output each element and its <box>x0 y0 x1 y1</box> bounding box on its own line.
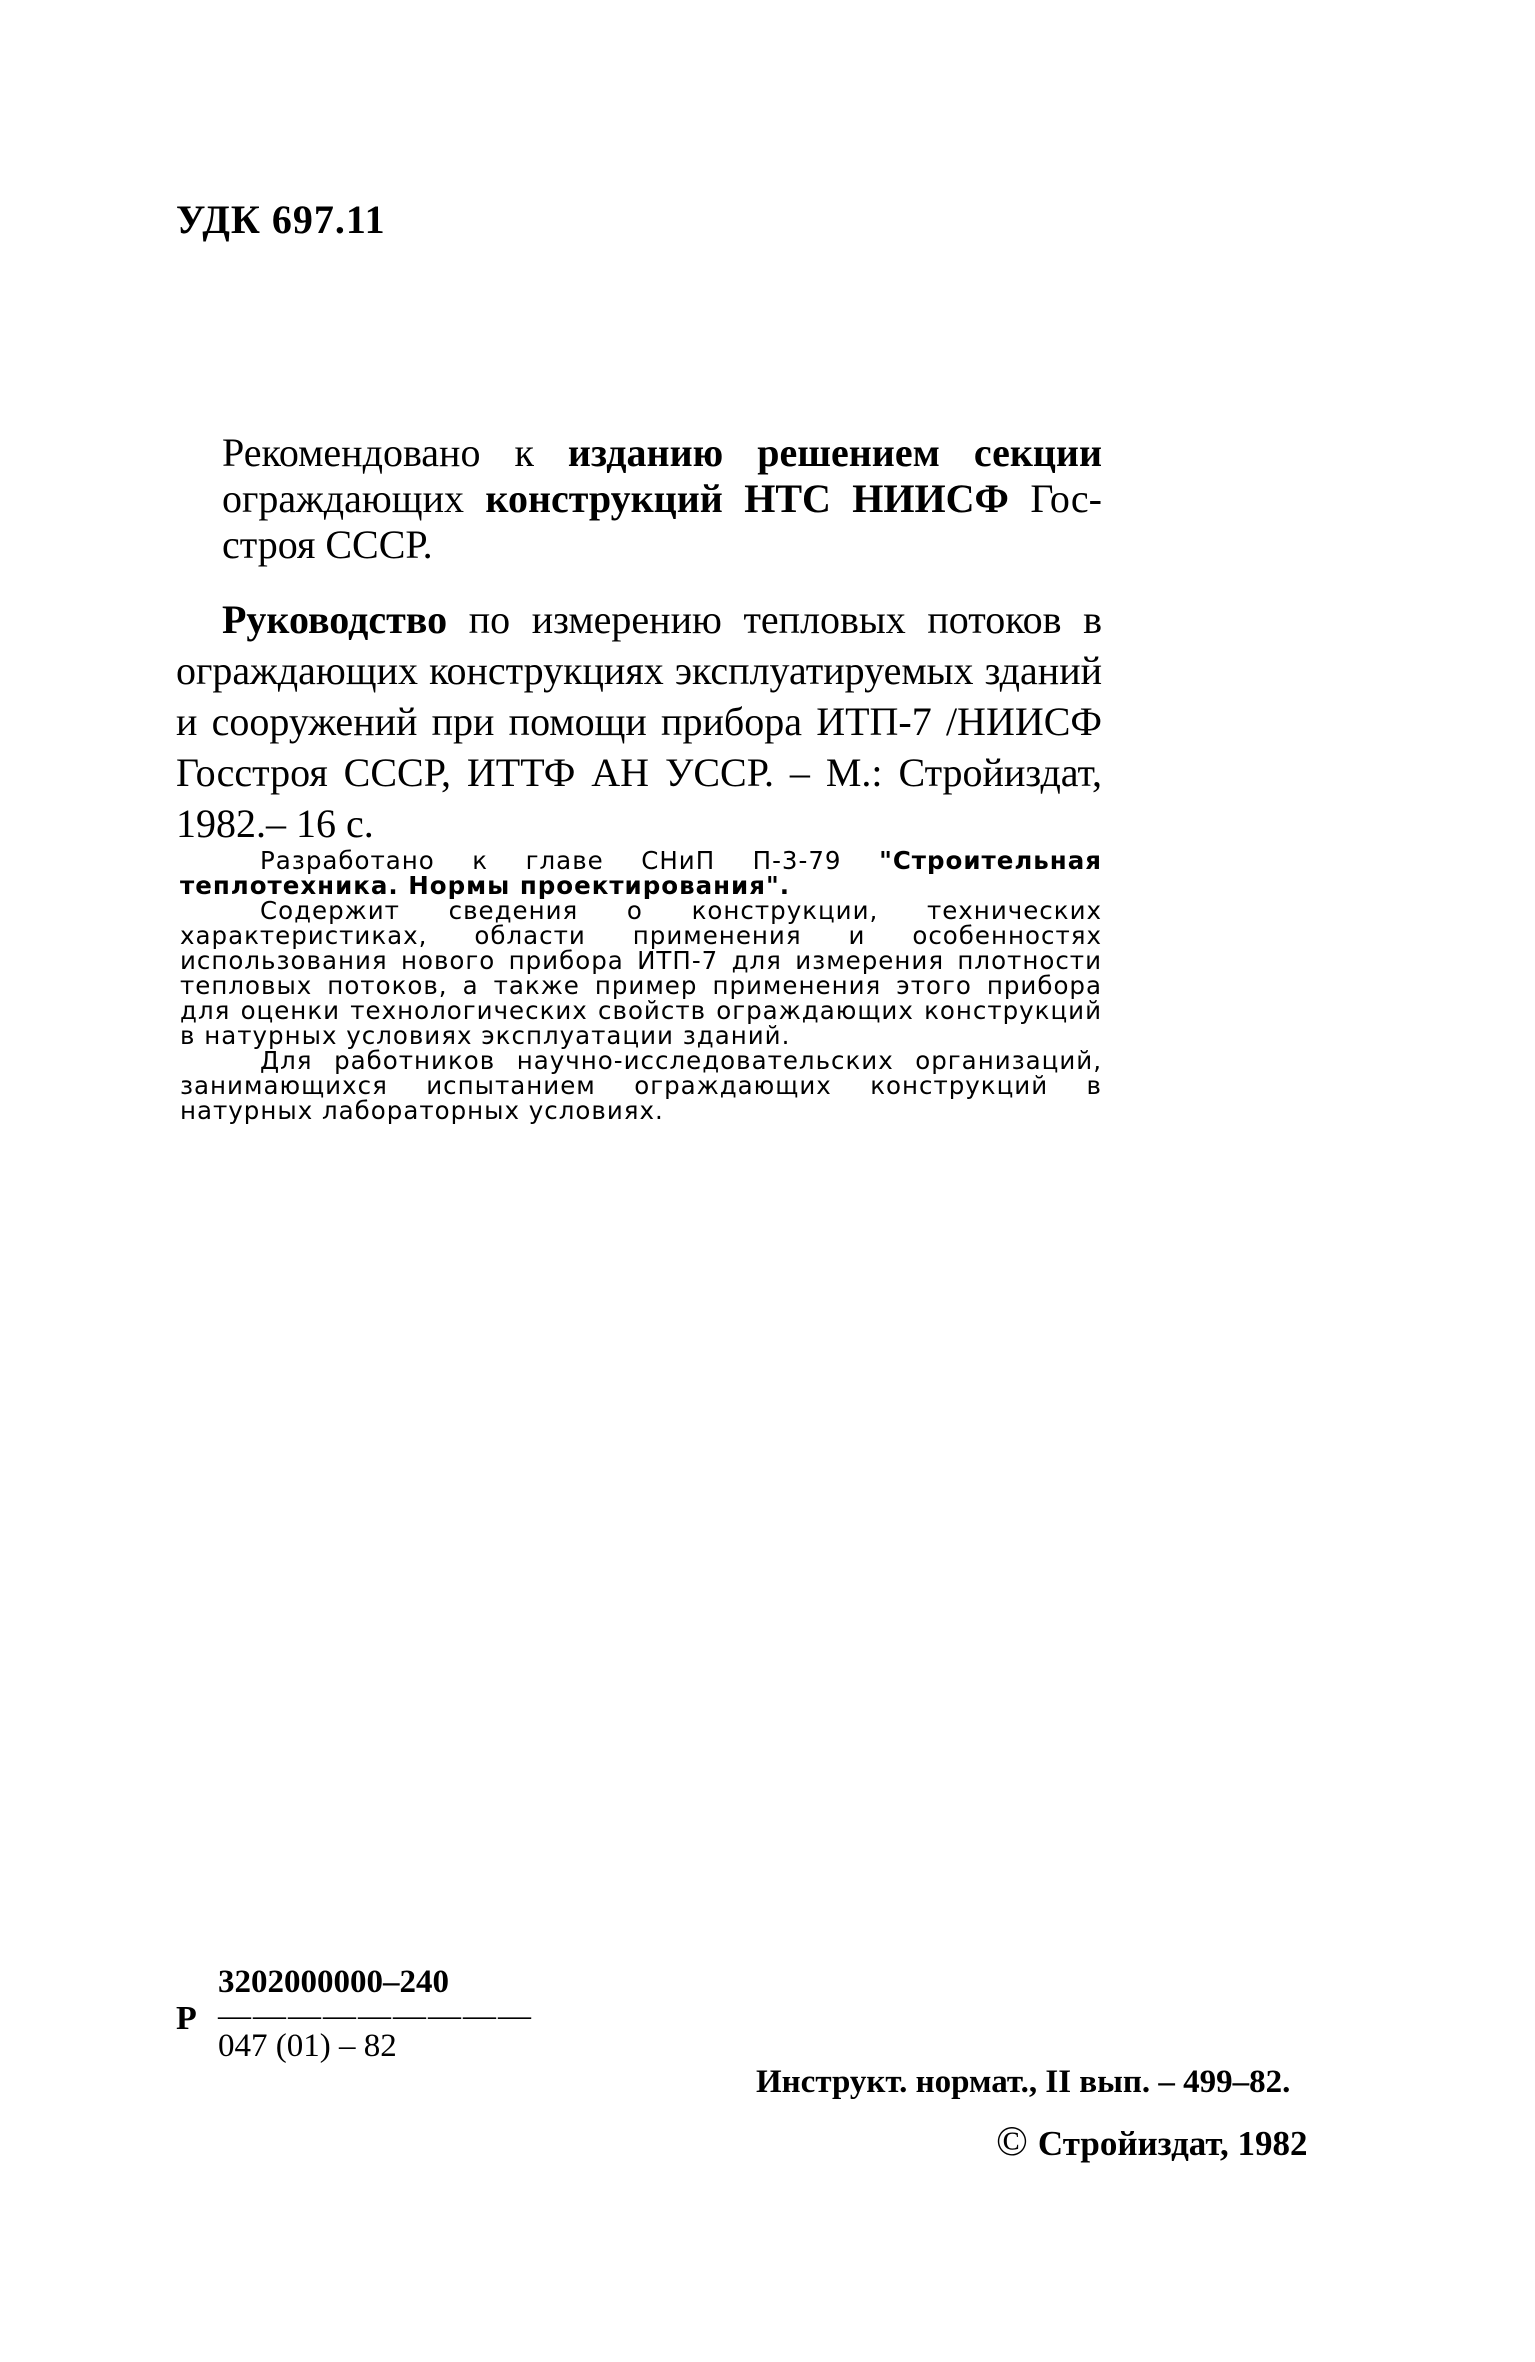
abstract-paragraph-1 <box>180 848 1102 898</box>
copyright-icon: © <box>996 2119 1028 2165</box>
abstract <box>180 848 1102 1123</box>
copyright-text: Стройиздат, 1982 <box>1037 2124 1308 2163</box>
abstract-p1-bold: "Строительная теплотехника. Нормы проектирования". <box>180 846 1102 900</box>
copyright-line <box>996 2118 1307 2166</box>
recommendation-text-1: Рекомендовано к <box>222 430 568 475</box>
biblio-text: по измерению тепловых потоков в ограждающих конструкциях эксплуатируемых зданий и сооружений при помощи прибора ИТП-7 /НИИСФ Госстроя СССР, ИТТФ АН УССР. – М.: Стройиздат, 1982.– 16 с. <box>176 597 1102 846</box>
abstract-paragraph-2: Содержит сведения о конструкции, технических характеристиках, области применения и особенностях использования нового прибора ИТП-7 для измерения плотности тепловых потоков, а также пример применения этого прибора для оценки технологических свойств ограждающих конструкций в натурных условиях эксплуатации зданий. <box>180 896 1102 1050</box>
recommendation-text-5: Гос-строя СССР. <box>222 476 1102 567</box>
abstract-paragraph-3: Для работников научно-исследовательских организаций, занимающихся испытанием ограждающих конструкций в натурных лабораторных условиях. <box>180 1046 1102 1125</box>
recommendation-text-4: конструкций НТС НИИСФ <box>485 476 1009 521</box>
biblio-title: Руководство <box>222 597 448 642</box>
recommendation-text-3: ограждающих <box>222 476 486 521</box>
recommendation-note <box>222 430 1102 568</box>
code-numerator: 3202000000–240 <box>218 1964 449 2000</box>
recommendation-text-2: изданию решением секции <box>567 430 1103 475</box>
code-fraction-line: ————————— <box>218 1998 533 2034</box>
udc-code: УДК 697.11 <box>176 197 386 242</box>
abstract-p1-plain: Разработано к главе СНиП П-3-79 <box>260 846 880 875</box>
bibliographic-entry <box>176 594 1102 849</box>
code-letter: Р <box>176 2000 197 2037</box>
code-denominator: 047 (01) – 82 <box>218 2028 397 2064</box>
instruction-number: Инструкт. нормат., II вып. – 499–82. <box>756 2064 1291 2100</box>
